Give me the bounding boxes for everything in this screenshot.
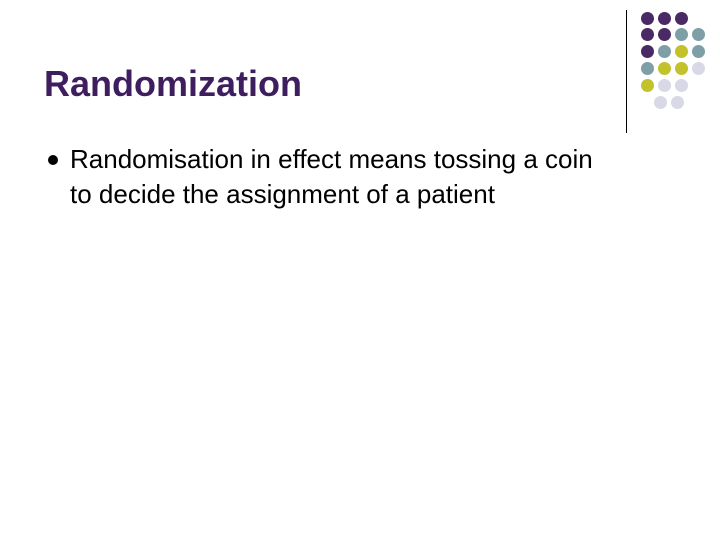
decorative-dot	[675, 79, 688, 92]
decorative-dot	[654, 96, 667, 109]
decorative-dot	[658, 45, 671, 58]
decorative-dot	[675, 62, 688, 75]
bullet-item	[40, 142, 700, 212]
decorative-dot	[658, 79, 671, 92]
vertical-divider-line	[626, 10, 627, 133]
decorative-dot	[658, 28, 671, 41]
decorative-dot	[641, 28, 654, 41]
decorative-dot	[641, 79, 654, 92]
decorative-dot	[692, 28, 705, 41]
decorative-dot	[692, 62, 705, 75]
decorative-dot	[658, 62, 671, 75]
decorative-dot	[692, 45, 705, 58]
decorative-dot	[658, 12, 671, 25]
decorative-dot	[675, 12, 688, 25]
decorative-dot	[671, 96, 684, 109]
decorative-dot	[675, 28, 688, 41]
decorative-dot	[675, 45, 688, 58]
bullet-list	[40, 142, 700, 212]
decorative-dot	[641, 62, 654, 75]
bullet-text-line-2: to decide the assignment of a patient	[70, 179, 495, 209]
slide-title: Randomization	[44, 63, 302, 104]
decorative-dot	[641, 45, 654, 58]
bullet-dot-icon	[48, 155, 58, 165]
bullet-text-line-1: Randomisation in effect means tossing a coin	[70, 144, 593, 174]
decorative-dot	[641, 12, 654, 25]
